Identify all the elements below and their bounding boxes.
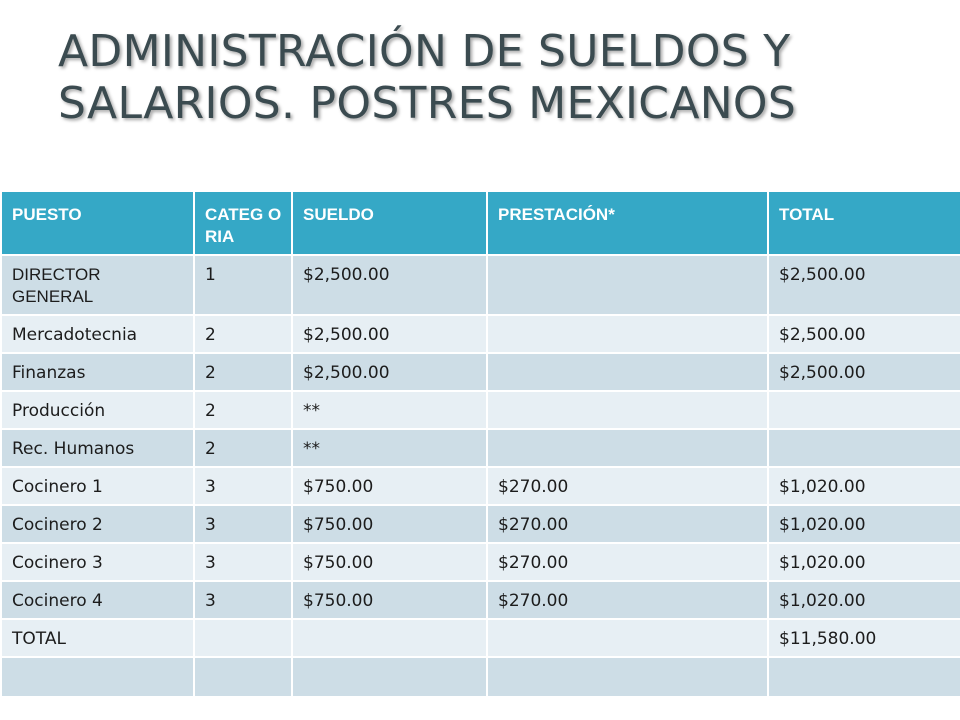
cell-total: $1,020.00 bbox=[768, 505, 960, 543]
cell-prestacion: $270.00 bbox=[487, 581, 768, 619]
slide-title bbox=[58, 26, 938, 130]
cell-puesto bbox=[1, 657, 194, 697]
cell-sueldo bbox=[292, 619, 487, 657]
table-row bbox=[1, 391, 960, 429]
cell-total bbox=[768, 391, 960, 429]
header-sueldo: SUELDO bbox=[292, 191, 487, 255]
cell-puesto: Mercadotecnia bbox=[1, 315, 194, 353]
cell-puesto: TOTAL bbox=[1, 619, 194, 657]
table-row bbox=[1, 581, 960, 619]
cell-total: $1,020.00 bbox=[768, 581, 960, 619]
table-header-row bbox=[1, 191, 960, 255]
cell-total bbox=[768, 657, 960, 697]
cell-total: $1,020.00 bbox=[768, 467, 960, 505]
cell-prestacion bbox=[487, 353, 768, 391]
cell-categoria: 3 bbox=[194, 467, 292, 505]
cell-sueldo: $2,500.00 bbox=[292, 255, 487, 315]
cell-puesto: Rec. Humanos bbox=[1, 429, 194, 467]
cell-puesto: Cocinero 3 bbox=[1, 543, 194, 581]
cell-total: $2,500.00 bbox=[768, 353, 960, 391]
cell-categoria bbox=[194, 657, 292, 697]
cell-puesto: Cocinero 1 bbox=[1, 467, 194, 505]
cell-sueldo: $750.00 bbox=[292, 467, 487, 505]
cell-prestacion bbox=[487, 619, 768, 657]
cell-prestacion bbox=[487, 657, 768, 697]
header-prestacion: PRESTACIÓN* bbox=[487, 191, 768, 255]
slide-title-line-2: SALARIOS. POSTRES MEXICANOS bbox=[58, 78, 797, 129]
cell-puesto: Producción bbox=[1, 391, 194, 429]
cell-puesto: Cocinero 4 bbox=[1, 581, 194, 619]
cell-prestacion bbox=[487, 315, 768, 353]
cell-sueldo: $750.00 bbox=[292, 505, 487, 543]
cell-puesto: Finanzas bbox=[1, 353, 194, 391]
cell-total: $2,500.00 bbox=[768, 255, 960, 315]
cell-categoria: 3 bbox=[194, 505, 292, 543]
cell-prestacion bbox=[487, 429, 768, 467]
cell-total: $2,500.00 bbox=[768, 315, 960, 353]
cell-total: $11,580.00 bbox=[768, 619, 960, 657]
table-row bbox=[1, 315, 960, 353]
cell-prestacion: $270.00 bbox=[487, 505, 768, 543]
cell-puesto: Cocinero 2 bbox=[1, 505, 194, 543]
cell-prestacion bbox=[487, 391, 768, 429]
cell-categoria: 2 bbox=[194, 429, 292, 467]
table-row bbox=[1, 255, 960, 315]
cell-categoria: 3 bbox=[194, 581, 292, 619]
cell-sueldo: $2,500.00 bbox=[292, 315, 487, 353]
table-row bbox=[1, 543, 960, 581]
salary-table bbox=[0, 190, 960, 698]
cell-categoria: 2 bbox=[194, 353, 292, 391]
header-total: TOTAL bbox=[768, 191, 960, 255]
cell-categoria: 3 bbox=[194, 543, 292, 581]
table-row-empty bbox=[1, 657, 960, 697]
cell-puesto: DIRECTOR GENERAL bbox=[1, 255, 194, 315]
table-row bbox=[1, 353, 960, 391]
table-row bbox=[1, 505, 960, 543]
cell-prestacion bbox=[487, 255, 768, 315]
cell-total bbox=[768, 429, 960, 467]
cell-sueldo: $2,500.00 bbox=[292, 353, 487, 391]
cell-sueldo: $750.00 bbox=[292, 581, 487, 619]
cell-sueldo: ** bbox=[292, 391, 487, 429]
cell-total: $1,020.00 bbox=[768, 543, 960, 581]
cell-prestacion: $270.00 bbox=[487, 543, 768, 581]
cell-categoria: 1 bbox=[194, 255, 292, 315]
cell-sueldo: ** bbox=[292, 429, 487, 467]
table-row bbox=[1, 467, 960, 505]
table-row-total bbox=[1, 619, 960, 657]
cell-sueldo: $750.00 bbox=[292, 543, 487, 581]
slide-title-line-1: ADMINISTRACIÓN DE SUELDOS Y bbox=[58, 26, 791, 77]
cell-categoria: 2 bbox=[194, 315, 292, 353]
table-row bbox=[1, 429, 960, 467]
cell-categoria bbox=[194, 619, 292, 657]
header-categoria: CATEG ORIA bbox=[194, 191, 292, 255]
cell-prestacion: $270.00 bbox=[487, 467, 768, 505]
header-puesto: PUESTO bbox=[1, 191, 194, 255]
cell-sueldo bbox=[292, 657, 487, 697]
cell-categoria: 2 bbox=[194, 391, 292, 429]
